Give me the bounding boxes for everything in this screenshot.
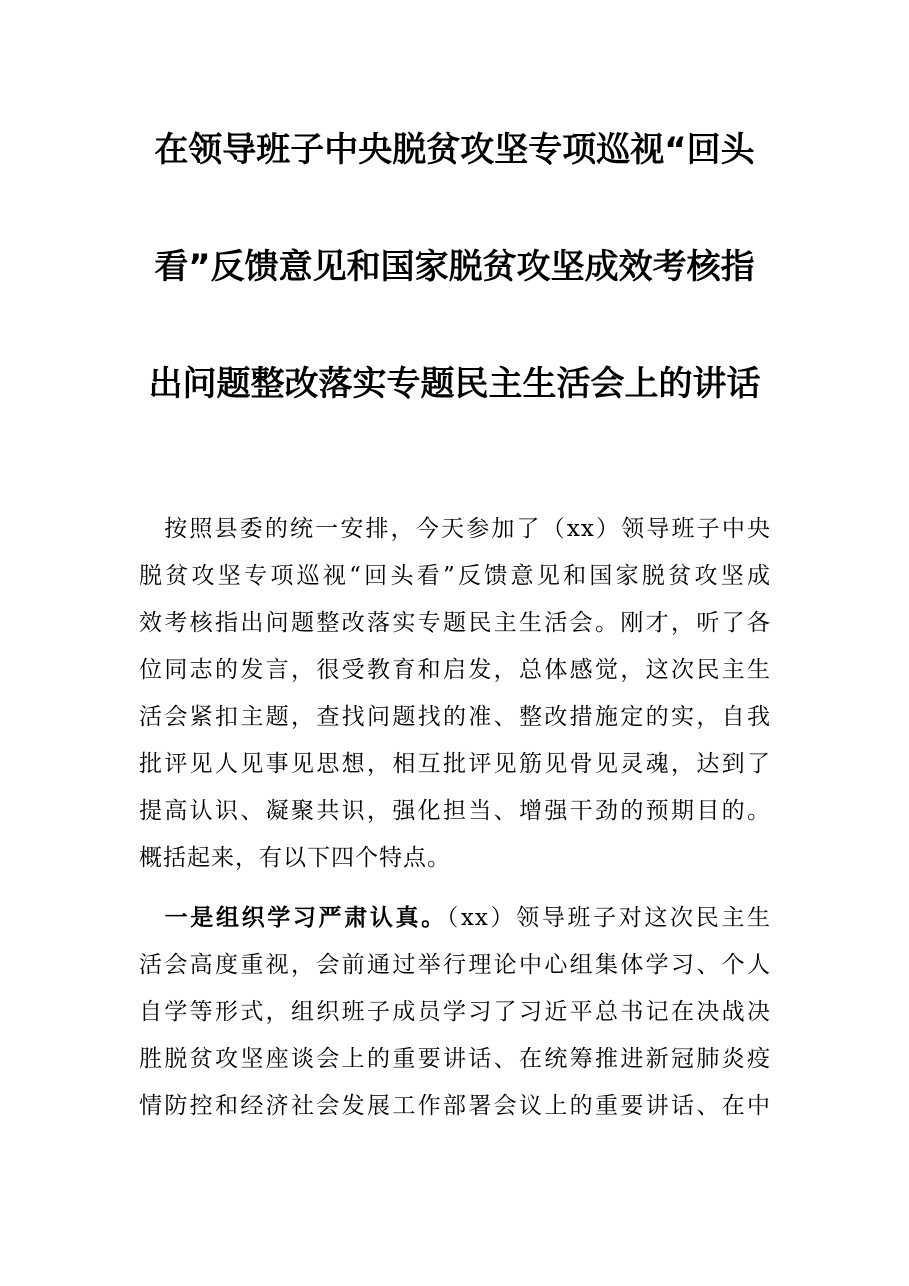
paragraph-line: 自学等形式，组织班子成员学习了习近平总书记在决战决: [139, 999, 771, 1025]
paragraph-line: [139, 895, 771, 942]
paragraph-line: 脱贫攻坚专项巡视“回头看”反馈意见和国家脱贫攻坚成: [139, 563, 771, 589]
paragraph-line: 位同志的发言，很受教育和启发，总体感觉，这次民主生: [139, 657, 771, 683]
paragraph-line: 概括起来，有以下四个特点。: [139, 845, 451, 871]
paragraph-line: 提高认识、凝聚共识，强化担当、增强干劲的预期目的。: [139, 798, 771, 824]
paragraph-line-rest: （xx）领导班子对这次民主生: [446, 905, 771, 931]
title-line-3: 出问题整改落实专题民主生活会上的讲话: [148, 364, 761, 404]
paragraph-line: 效考核指出问题整改落实专题民主生活会。刚才，听了各: [139, 610, 771, 636]
paragraph-line: 情防控和经济社会发展工作部署会议上的重要讲话、在中: [139, 1093, 771, 1119]
paragraph-point-one: [139, 895, 771, 1130]
paragraph-line: 活会高度重视，会前通过举行理论中心组集体学习、个人: [139, 952, 771, 978]
paragraph-intro: [139, 506, 771, 882]
paragraph-line: 按照县委的统一安排，今天参加了（xx）领导班子中央: [139, 516, 771, 542]
title-line-2: 看”反馈意见和国家脱贫攻坚成效考核指: [154, 247, 755, 287]
paragraph-line: 胜脱贫攻坚座谈会上的重要讲话、在统筹推进新冠肺炎疫: [139, 1046, 771, 1072]
section-lead-heading: 一是组织学习严肃认真。: [139, 905, 447, 931]
paragraph-line: 活会紧扣主题，查找问题找的准、整改措施定的实，自我: [139, 704, 771, 730]
title-line-1: 在领导班子中央脱贫攻坚专项巡视“回头: [154, 130, 755, 170]
paragraph-line: 批评见人见事见思想，相互批评见筋见骨见灵魂，达到了: [139, 751, 771, 777]
